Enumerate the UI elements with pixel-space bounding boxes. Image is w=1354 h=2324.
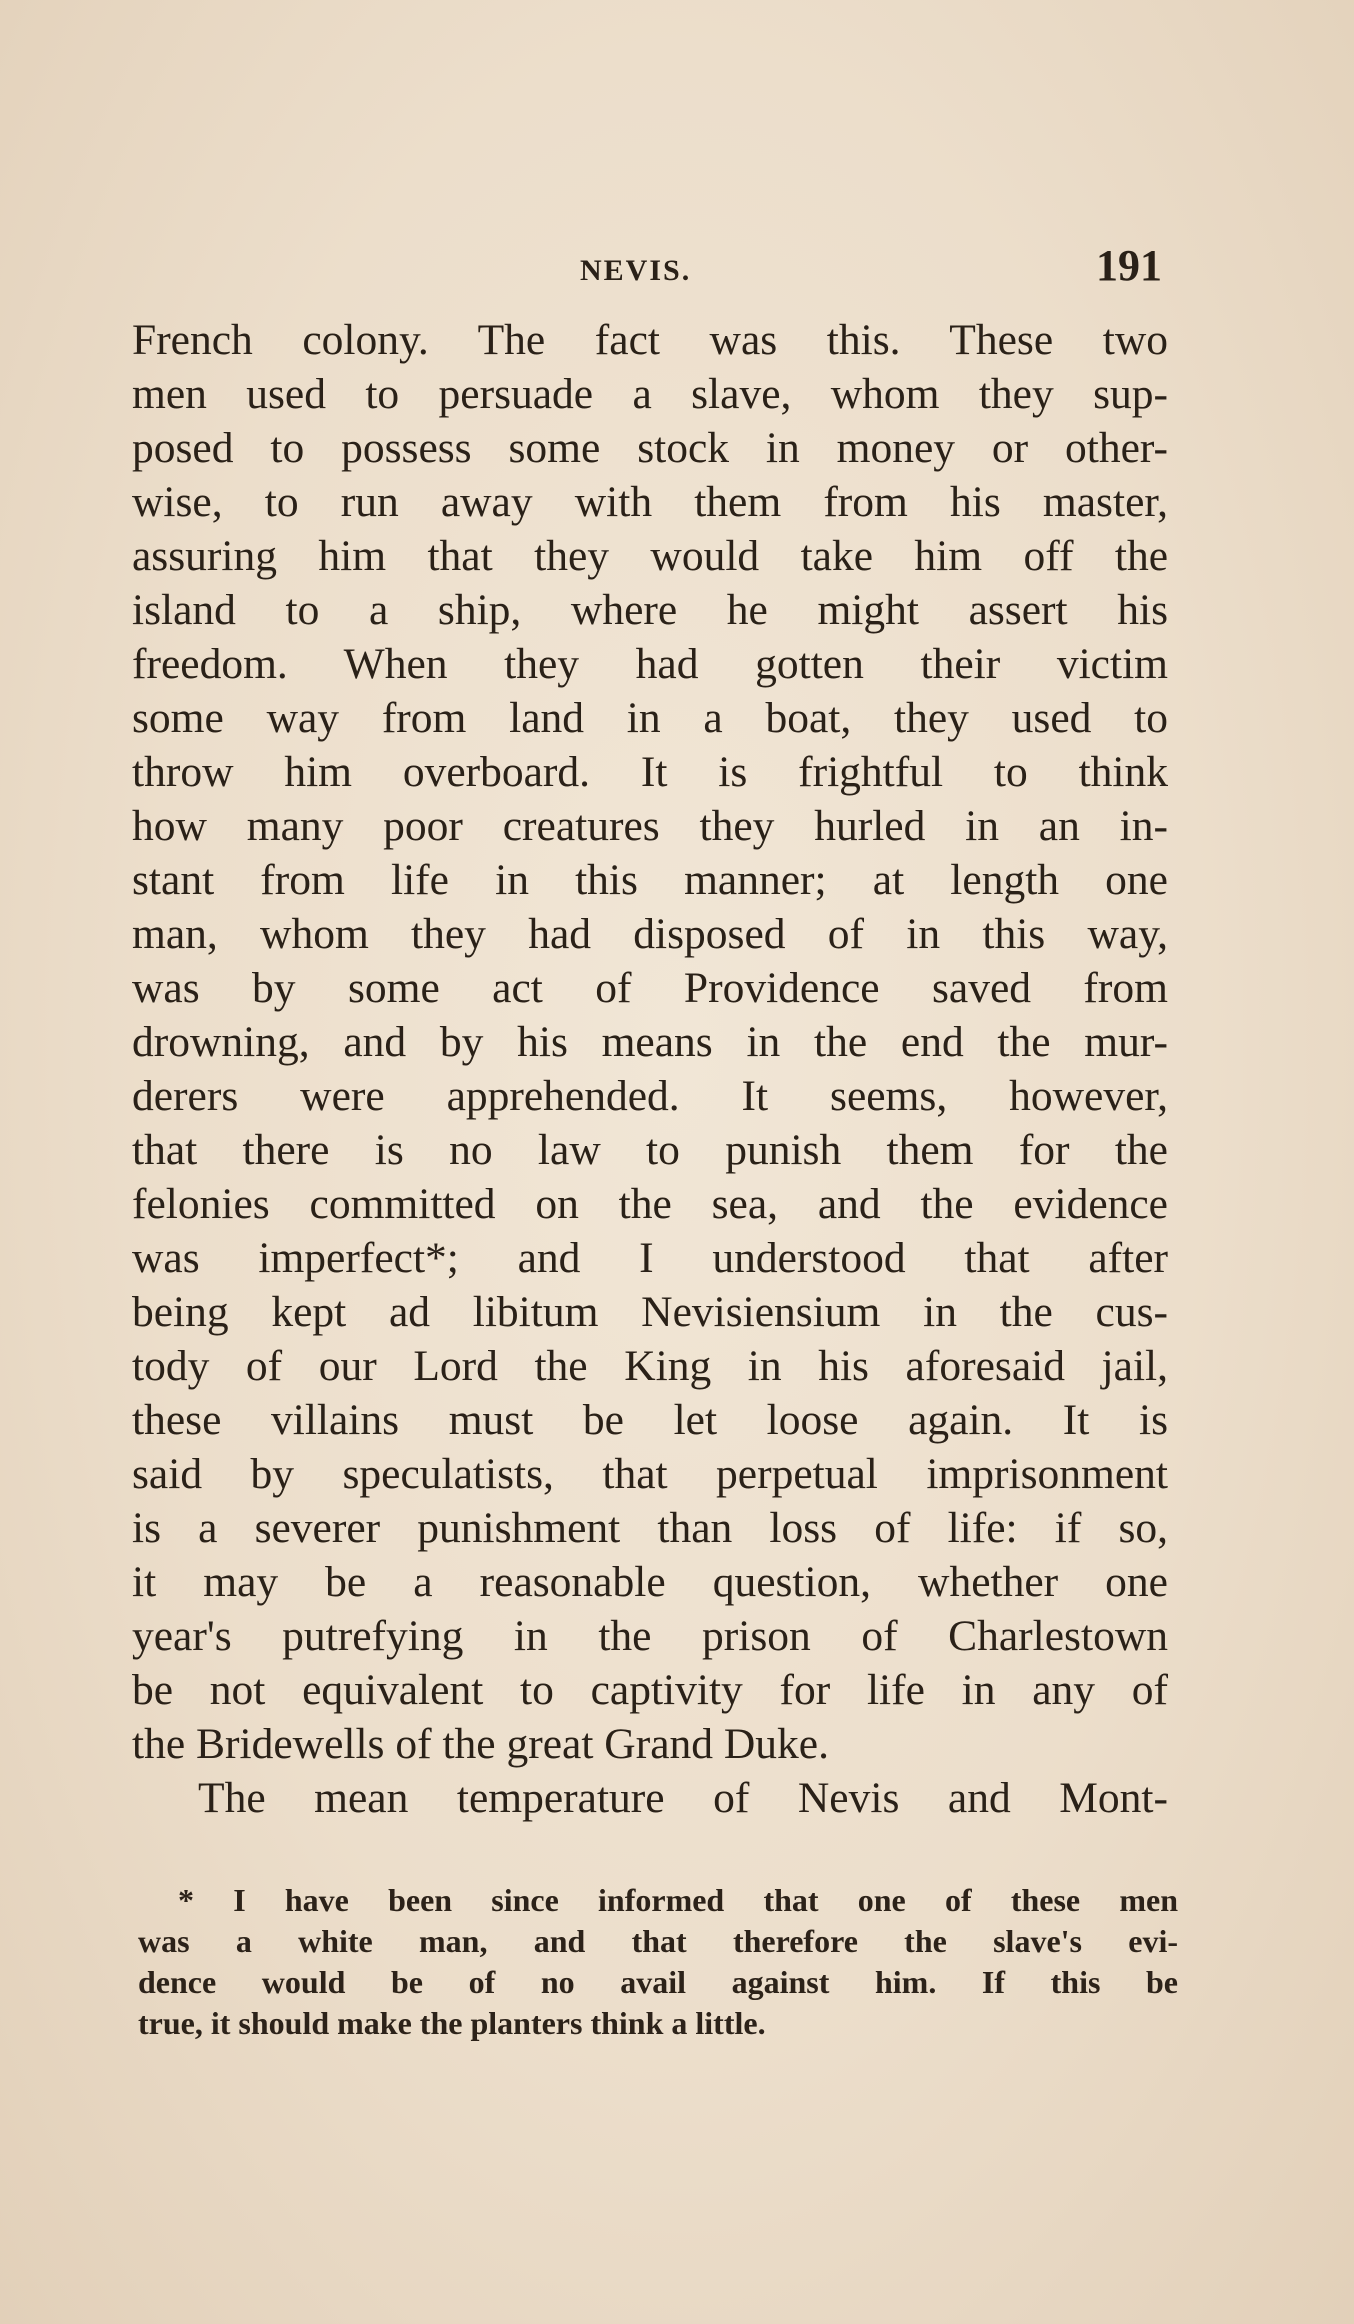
text-line: is a severer punishment than loss of life: if so, — [132, 1504, 1168, 1552]
footnote-line: was a white man, and that therefore the slave's evi- — [138, 1923, 1178, 1959]
footnote-line: * I have been since informed that one of these men — [178, 1882, 1178, 1918]
text-line: throw him overboard. It is frightful to think — [132, 748, 1168, 796]
text-line: was imperfect*; and I understood that after — [132, 1234, 1168, 1282]
body-text — [132, 313, 1168, 1825]
text-line: posed to possess some stock in money or other- — [132, 424, 1168, 472]
text-line: tody of our Lord the King in his aforesaid jail, — [132, 1342, 1168, 1390]
footnote — [138, 1880, 1178, 2044]
text-line: man, whom they had disposed of in this way, — [132, 910, 1168, 958]
text-line: derers were apprehended. It seems, however, — [132, 1072, 1168, 1120]
running-head — [130, 240, 1162, 300]
text-line: it may be a reasonable question, whether one — [132, 1558, 1168, 1606]
text-line: how many poor creatures they hurled in an in- — [132, 802, 1168, 850]
text-line: French colony. The fact was this. These two — [132, 316, 1168, 364]
text-line-paragraph-end: the Bridewells of the great Grand Duke. — [132, 1720, 829, 1768]
text-line: some way from land in a boat, they used to — [132, 694, 1168, 742]
text-line: was by some act of Providence saved from — [132, 964, 1168, 1012]
text-line: felonies committed on the sea, and the evidence — [132, 1180, 1168, 1228]
footnote-line: true, it should make the planters think a little. — [138, 2005, 766, 2041]
running-title: NEVIS. — [580, 254, 692, 287]
text-line: drowning, and by his means in the end the mur- — [132, 1018, 1168, 1066]
text-line: island to a ship, where he might assert his — [132, 586, 1168, 634]
text-line: be not equivalent to captivity for life in any of — [132, 1666, 1168, 1714]
text-line: assuring him that they would take him off the — [132, 532, 1168, 580]
text-line: that there is no law to punish them for the — [132, 1126, 1168, 1174]
text-line: these villains must be let loose again. It is — [132, 1396, 1168, 1444]
text-line: men used to persuade a slave, whom they sup- — [132, 370, 1168, 418]
text-line: freedom. When they had gotten their victim — [132, 640, 1168, 688]
page-number: 191 — [1096, 241, 1162, 290]
text-line: being kept ad libitum Nevisiensium in the cus- — [132, 1288, 1168, 1336]
text-line: said by speculatists, that perpetual imprisonment — [132, 1450, 1168, 1498]
text-line: stant from life in this manner; at length one — [132, 856, 1168, 904]
text-line-paragraph-start: The mean temperature of Nevis and Mont- — [198, 1774, 1168, 1822]
text-line: wise, to run away with them from his master, — [132, 478, 1168, 526]
footnote-line: dence would be of no avail against him. If this be — [138, 1964, 1178, 2000]
text-line: year's putrefying in the prison of Charlestown — [132, 1612, 1168, 1660]
